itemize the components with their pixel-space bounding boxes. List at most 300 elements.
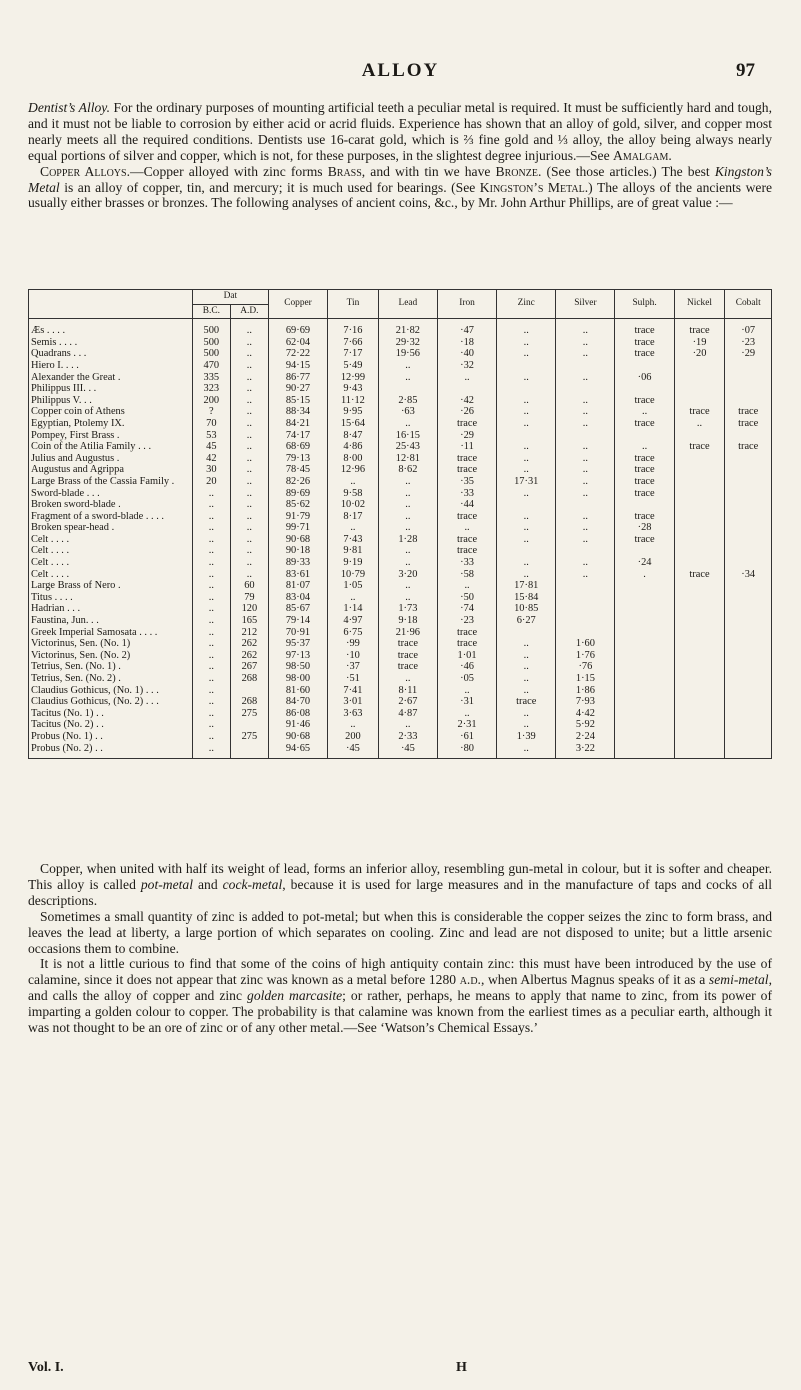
table-cell: ·23 bbox=[725, 337, 772, 349]
table-cell: .. bbox=[230, 453, 268, 465]
table-cell: ·37 bbox=[328, 661, 379, 673]
table-cell bbox=[615, 719, 674, 731]
table-cell: 335 bbox=[192, 372, 230, 384]
table-cell: 88·34 bbox=[268, 406, 327, 418]
row-label: Quadrans . . . bbox=[29, 348, 193, 360]
paragraph bbox=[28, 100, 772, 164]
table-row bbox=[29, 661, 772, 673]
table-cell bbox=[674, 430, 725, 442]
row-label: Large Brass of the Cassia Family . bbox=[29, 476, 193, 488]
table-cell bbox=[615, 708, 674, 720]
table-cell: trace bbox=[615, 476, 674, 488]
table-cell: 3·01 bbox=[328, 696, 379, 708]
table-cell: 323 bbox=[192, 383, 230, 395]
table-cell: .. bbox=[230, 418, 268, 430]
table-cell: .. bbox=[192, 534, 230, 546]
table-cell: 1·39 bbox=[497, 731, 556, 743]
table-cell: 11·12 bbox=[328, 395, 379, 407]
table-cell bbox=[725, 383, 772, 395]
table-cell: 68·69 bbox=[268, 441, 327, 453]
row-label: Probus (No. 1) . . bbox=[29, 731, 193, 743]
table-cell: .. bbox=[497, 418, 556, 430]
italic-text: Kingston’s Metal bbox=[28, 163, 772, 195]
italic-text: semi-metal bbox=[708, 972, 769, 988]
table-cell: ·40 bbox=[437, 348, 496, 360]
table-cell bbox=[615, 603, 674, 615]
table-cell: ·74 bbox=[437, 603, 496, 615]
table-cell: 62·04 bbox=[268, 337, 327, 349]
small-caps-text: a.d. bbox=[459, 972, 481, 988]
table-cell: 17·31 bbox=[497, 476, 556, 488]
table-cell: ·34 bbox=[725, 569, 772, 581]
table-cell bbox=[497, 545, 556, 557]
table-row bbox=[29, 627, 772, 639]
table-cell bbox=[497, 360, 556, 372]
table-cell: .. bbox=[497, 372, 556, 384]
table-cell: 9·19 bbox=[328, 557, 379, 569]
table-cell bbox=[674, 360, 725, 372]
table-cell: .. bbox=[230, 569, 268, 581]
table-cell: 90·68 bbox=[268, 534, 327, 546]
table-row bbox=[29, 534, 772, 546]
table-cell bbox=[674, 534, 725, 546]
table-cell: .. bbox=[497, 441, 556, 453]
table-cell bbox=[674, 499, 725, 511]
table-cell: ·29 bbox=[437, 430, 496, 442]
table-cell bbox=[556, 430, 615, 442]
table-cell: .. bbox=[497, 557, 556, 569]
table-cell: ·31 bbox=[437, 696, 496, 708]
table-cell bbox=[497, 627, 556, 639]
table-cell: trace bbox=[437, 511, 496, 523]
table-cell: 4·97 bbox=[328, 615, 379, 627]
table-cell: .. bbox=[192, 685, 230, 697]
table-cell: .. bbox=[192, 650, 230, 662]
table-cell: 500 bbox=[192, 348, 230, 360]
paragraph bbox=[28, 164, 772, 212]
table-cell: 2·31 bbox=[437, 719, 496, 731]
table-cell: ·28 bbox=[615, 522, 674, 534]
table-cell: 20 bbox=[192, 476, 230, 488]
table-cell bbox=[674, 592, 725, 604]
paragraph bbox=[28, 956, 772, 1036]
table-row bbox=[29, 418, 772, 430]
table-cell: 91·79 bbox=[268, 511, 327, 523]
table-cell: .. bbox=[378, 372, 437, 384]
table-row bbox=[29, 522, 772, 534]
table-cell: 19·56 bbox=[378, 348, 437, 360]
table-cell bbox=[725, 696, 772, 708]
row-label: Philippus III. . . bbox=[29, 383, 193, 395]
table-cell: 3·22 bbox=[556, 743, 615, 759]
table-cell: trace bbox=[437, 534, 496, 546]
table-cell: ·58 bbox=[437, 569, 496, 581]
row-label: Augustus and Agrippa bbox=[29, 464, 193, 476]
table-row bbox=[29, 603, 772, 615]
table-cell: 4·86 bbox=[328, 441, 379, 453]
table-row bbox=[29, 453, 772, 465]
table-cell: 79 bbox=[230, 592, 268, 604]
row-label: Victorinus, Sen. (No. 2) bbox=[29, 650, 193, 662]
table-cell: .. bbox=[556, 557, 615, 569]
table-cell bbox=[615, 360, 674, 372]
table-row bbox=[29, 708, 772, 720]
table-cell: 30 bbox=[192, 464, 230, 476]
table-row bbox=[29, 476, 772, 488]
table-cell: 470 bbox=[192, 360, 230, 372]
table-cell: 165 bbox=[230, 615, 268, 627]
table-cell: .. bbox=[556, 372, 615, 384]
table-cell: .. bbox=[556, 453, 615, 465]
table-cell: 8·47 bbox=[328, 430, 379, 442]
table-cell: 21·82 bbox=[378, 319, 437, 337]
table-row bbox=[29, 464, 772, 476]
table-cell: ·23 bbox=[437, 615, 496, 627]
table-cell: 98·50 bbox=[268, 661, 327, 673]
text-run: , and calls the alloy of copper and zinc bbox=[28, 972, 772, 1004]
table-cell: .. bbox=[230, 348, 268, 360]
table-cell: .. bbox=[230, 383, 268, 395]
table-cell: .. bbox=[328, 592, 379, 604]
text-run: . bbox=[668, 147, 672, 163]
row-label: Celt . . . . bbox=[29, 545, 193, 557]
table-cell: .. bbox=[615, 441, 674, 453]
table-cell: trace bbox=[674, 406, 725, 418]
table-cell: ·46 bbox=[437, 661, 496, 673]
table-cell: trace bbox=[615, 464, 674, 476]
table-cell bbox=[615, 673, 674, 685]
table-cell bbox=[725, 661, 772, 673]
table-cell: 12·81 bbox=[378, 453, 437, 465]
table-cell: 7·43 bbox=[328, 534, 379, 546]
table-row bbox=[29, 569, 772, 581]
table-cell: 4·42 bbox=[556, 708, 615, 720]
table-cell: .. bbox=[230, 476, 268, 488]
table-cell: .. bbox=[497, 661, 556, 673]
table-cell bbox=[725, 499, 772, 511]
row-label: Celt . . . . bbox=[29, 557, 193, 569]
table-cell: trace bbox=[378, 638, 437, 650]
table-cell bbox=[725, 488, 772, 500]
table-cell: .. bbox=[230, 406, 268, 418]
table-cell bbox=[556, 580, 615, 592]
table-cell: trace bbox=[497, 696, 556, 708]
table-cell: 12·99 bbox=[328, 372, 379, 384]
intro-paragraphs bbox=[28, 100, 772, 211]
table-cell: 97·13 bbox=[268, 650, 327, 662]
table-cell: 2·33 bbox=[378, 731, 437, 743]
table-cell: trace bbox=[674, 319, 725, 337]
table-cell: 90·68 bbox=[268, 731, 327, 743]
table-cell: trace bbox=[725, 441, 772, 453]
table-cell: .. bbox=[556, 569, 615, 581]
table-cell: 200 bbox=[192, 395, 230, 407]
text-run: For the ordinary purposes of mounting artificial teeth a peculiar metal is required. It must be sufficiently hard and tough, and it must not be liable to corrosion by either acid or acrid fluids. Experience has shown that an alloy of gold, silver, and copper most nearly meets all the required conditions. Dentists use 16-carat gold, which is ⅔ fine gold and ⅓ alloy, the alloy being always nearly equal portions of silver and copper, which is not, for these purposes, in the slightest degree injurious.—See bbox=[28, 100, 772, 163]
small-caps-text: Kingston’s Metal bbox=[479, 179, 585, 195]
table-cell: ·80 bbox=[437, 743, 496, 759]
table-cell: ·05 bbox=[437, 673, 496, 685]
table-cell: ·63 bbox=[378, 406, 437, 418]
table-cell: 2·24 bbox=[556, 731, 615, 743]
row-label: Celt . . . . bbox=[29, 569, 193, 581]
table-cell bbox=[674, 511, 725, 523]
table-cell: .. bbox=[230, 430, 268, 442]
table-cell bbox=[725, 743, 772, 759]
table-cell bbox=[615, 627, 674, 639]
table-cell: .. bbox=[192, 545, 230, 557]
row-label: Julius and Augustus . bbox=[29, 453, 193, 465]
table-cell bbox=[725, 650, 772, 662]
table-cell bbox=[725, 522, 772, 534]
table-cell: ·47 bbox=[437, 319, 496, 337]
table-cell: 86·77 bbox=[268, 372, 327, 384]
table-cell: trace bbox=[615, 337, 674, 349]
table-cell: 84·21 bbox=[268, 418, 327, 430]
small-caps-text: Brass bbox=[327, 163, 362, 179]
row-label: Copper coin of Athens bbox=[29, 406, 193, 418]
table-cell bbox=[497, 499, 556, 511]
table-cell bbox=[615, 580, 674, 592]
table-cell: ·45 bbox=[328, 743, 379, 759]
table-cell bbox=[674, 395, 725, 407]
table-cell bbox=[615, 615, 674, 627]
table-cell: ·45 bbox=[378, 743, 437, 759]
table-cell bbox=[615, 383, 674, 395]
table-cell: .. bbox=[437, 522, 496, 534]
table-cell: .. bbox=[378, 488, 437, 500]
signature-mark: H bbox=[456, 1360, 467, 1375]
row-label: Faustina, Jun. . . bbox=[29, 615, 193, 627]
table-cell: ·10 bbox=[328, 650, 379, 662]
table-cell bbox=[725, 464, 772, 476]
table-cell bbox=[230, 685, 268, 697]
table-cell: 1·76 bbox=[556, 650, 615, 662]
table-cell: 69·69 bbox=[268, 319, 327, 337]
table-cell: 17·81 bbox=[497, 580, 556, 592]
table-cell bbox=[725, 580, 772, 592]
table-cell: 1·73 bbox=[378, 603, 437, 615]
table-cell bbox=[556, 383, 615, 395]
table-cell: 78·45 bbox=[268, 464, 327, 476]
table-cell bbox=[615, 731, 674, 743]
table-cell: .. bbox=[556, 488, 615, 500]
table-cell: .. bbox=[497, 406, 556, 418]
table-cell: 1·01 bbox=[437, 650, 496, 662]
row-label: Æs . . . . bbox=[29, 319, 193, 337]
table-cell: .. bbox=[497, 319, 556, 337]
table-cell: ·06 bbox=[615, 372, 674, 384]
text-run: It is not a little curious to find that some of the coins of high antiquity contain zinc: this must have been introduced by the use of calamine, since it does not appear that zinc was known as a metal before 1280 bbox=[28, 956, 772, 988]
table-cell bbox=[725, 430, 772, 442]
table-cell: ·42 bbox=[437, 395, 496, 407]
table-cell: .. bbox=[378, 476, 437, 488]
column-header: A.D. bbox=[230, 304, 268, 319]
table-cell bbox=[674, 615, 725, 627]
table-row bbox=[29, 499, 772, 511]
table-cell: .. bbox=[378, 673, 437, 685]
italic-text: pot-metal bbox=[140, 876, 193, 892]
table-cell: trace bbox=[615, 348, 674, 360]
table-cell: 1·14 bbox=[328, 603, 379, 615]
row-label: Egyptian, Ptolemy IX. bbox=[29, 418, 193, 430]
text-run: , because it is used for large measures and in the manufacture of taps and cocks of all descriptions. bbox=[28, 876, 773, 908]
table-cell bbox=[674, 719, 725, 731]
table-cell: .. bbox=[378, 557, 437, 569]
table-cell: 94·65 bbox=[268, 743, 327, 759]
table-cell bbox=[556, 615, 615, 627]
table-cell: .. bbox=[192, 638, 230, 650]
table-cell: .. bbox=[556, 464, 615, 476]
table-cell: 212 bbox=[230, 627, 268, 639]
table-cell: .. bbox=[497, 464, 556, 476]
table-cell bbox=[725, 545, 772, 557]
table-cell: .. bbox=[192, 731, 230, 743]
table-cell: .. bbox=[497, 685, 556, 697]
table-cell: .. bbox=[192, 673, 230, 685]
table-cell: trace bbox=[378, 661, 437, 673]
table-cell: .. bbox=[192, 661, 230, 673]
table-row bbox=[29, 395, 772, 407]
table-cell: .. bbox=[230, 337, 268, 349]
row-label: Philippus V. . . bbox=[29, 395, 193, 407]
table-cell: trace bbox=[725, 418, 772, 430]
table-cell: .. bbox=[497, 638, 556, 650]
table-cell: .. bbox=[378, 522, 437, 534]
table-cell bbox=[674, 650, 725, 662]
table-row bbox=[29, 360, 772, 372]
text-run: , and with tin we have bbox=[361, 163, 496, 179]
table-cell: trace bbox=[615, 511, 674, 523]
table-cell bbox=[674, 696, 725, 708]
column-header: Cobalt bbox=[725, 290, 772, 319]
table-row bbox=[29, 592, 772, 604]
table-cell: .. bbox=[230, 511, 268, 523]
table-cell: .. bbox=[230, 522, 268, 534]
table-cell: ·35 bbox=[437, 476, 496, 488]
table-cell bbox=[674, 708, 725, 720]
table-cell: .. bbox=[497, 453, 556, 465]
table-cell bbox=[556, 603, 615, 615]
table-cell bbox=[674, 488, 725, 500]
table-cell: 89·33 bbox=[268, 557, 327, 569]
italic-text: cock-metal bbox=[222, 876, 283, 892]
table-cell: .. bbox=[556, 319, 615, 337]
table-cell bbox=[615, 638, 674, 650]
table-cell bbox=[725, 731, 772, 743]
row-label: Titus . . . . bbox=[29, 592, 193, 604]
row-label: Tetrius, Sen. (No. 2) . bbox=[29, 673, 193, 685]
table-cell: .. bbox=[230, 360, 268, 372]
small-caps-text: Copper Alloys bbox=[40, 163, 127, 179]
table-cell: .. bbox=[230, 534, 268, 546]
table-cell: 95·37 bbox=[268, 638, 327, 650]
table-cell: .. bbox=[192, 708, 230, 720]
table-cell: .. bbox=[497, 395, 556, 407]
table-cell: trace bbox=[437, 453, 496, 465]
table-cell bbox=[615, 661, 674, 673]
table-cell: 9·81 bbox=[328, 545, 379, 557]
table-cell: .. bbox=[230, 372, 268, 384]
table-cell bbox=[556, 627, 615, 639]
table-cell bbox=[725, 372, 772, 384]
paragraph bbox=[28, 909, 772, 957]
table-cell: .. bbox=[192, 603, 230, 615]
table-cell: 500 bbox=[192, 319, 230, 337]
table-cell: 98·00 bbox=[268, 673, 327, 685]
table-cell bbox=[230, 743, 268, 759]
table-row bbox=[29, 615, 772, 627]
table-cell: .. bbox=[378, 511, 437, 523]
table-cell: trace bbox=[725, 406, 772, 418]
table-cell: ·32 bbox=[437, 360, 496, 372]
column-header: Sulph. bbox=[615, 290, 674, 319]
table-cell: .. bbox=[497, 650, 556, 662]
column-header: B.C. bbox=[192, 304, 230, 319]
table-cell bbox=[497, 383, 556, 395]
table-cell bbox=[725, 627, 772, 639]
table-row bbox=[29, 488, 772, 500]
table-cell bbox=[674, 731, 725, 743]
table-cell: .. bbox=[556, 476, 615, 488]
table-cell: .. bbox=[230, 395, 268, 407]
table-cell: 90·27 bbox=[268, 383, 327, 395]
table-row bbox=[29, 638, 772, 650]
table-cell bbox=[725, 557, 772, 569]
column-header: Lead bbox=[378, 290, 437, 319]
table-cell: ·99 bbox=[328, 638, 379, 650]
name-column-header bbox=[29, 290, 193, 319]
table-cell: .. bbox=[497, 488, 556, 500]
table-cell: .. bbox=[437, 685, 496, 697]
table-cell: 81·07 bbox=[268, 580, 327, 592]
table-row bbox=[29, 406, 772, 418]
table-cell: 275 bbox=[230, 731, 268, 743]
text-run: ; or rather, perhaps, he means to apply that name to zinc, from its power of imparting a golden colour to copper. The probability is that calamine was known from the earliest times as a peculiar earth, although it was not thought to be an ore of zinc or of any other metal.—See ‘Watson’s Chemical Essays.’ bbox=[28, 988, 772, 1036]
table-cell: 85·67 bbox=[268, 603, 327, 615]
table-cell: 74·17 bbox=[268, 430, 327, 442]
column-header: Nickel bbox=[674, 290, 725, 319]
table-cell bbox=[725, 592, 772, 604]
page-footer bbox=[28, 1360, 772, 1376]
table-cell: ·33 bbox=[437, 557, 496, 569]
table-cell bbox=[615, 650, 674, 662]
table-cell: 5·49 bbox=[328, 360, 379, 372]
table-cell: .. bbox=[497, 673, 556, 685]
table-cell: ·29 bbox=[725, 348, 772, 360]
table-row bbox=[29, 673, 772, 685]
table-cell: 5·92 bbox=[556, 719, 615, 731]
table-cell: 275 bbox=[230, 708, 268, 720]
table-cell bbox=[674, 603, 725, 615]
column-header: Copper bbox=[268, 290, 327, 319]
table-cell: .. bbox=[192, 488, 230, 500]
table-cell: 3·20 bbox=[378, 569, 437, 581]
table-cell: .. bbox=[230, 545, 268, 557]
table-cell: .. bbox=[497, 534, 556, 546]
table-cell: 1·15 bbox=[556, 673, 615, 685]
table-cell: .. bbox=[497, 337, 556, 349]
table-cell: 7·41 bbox=[328, 685, 379, 697]
table-cell bbox=[615, 696, 674, 708]
table-cell: trace bbox=[437, 638, 496, 650]
text-run: and bbox=[192, 876, 223, 892]
table-cell: .. bbox=[192, 615, 230, 627]
table-cell: ·51 bbox=[328, 673, 379, 685]
row-label: Broken spear-head . bbox=[29, 522, 193, 534]
table-cell bbox=[674, 476, 725, 488]
table-cell bbox=[674, 580, 725, 592]
text-run: . (See those articles.) The best bbox=[537, 163, 715, 179]
